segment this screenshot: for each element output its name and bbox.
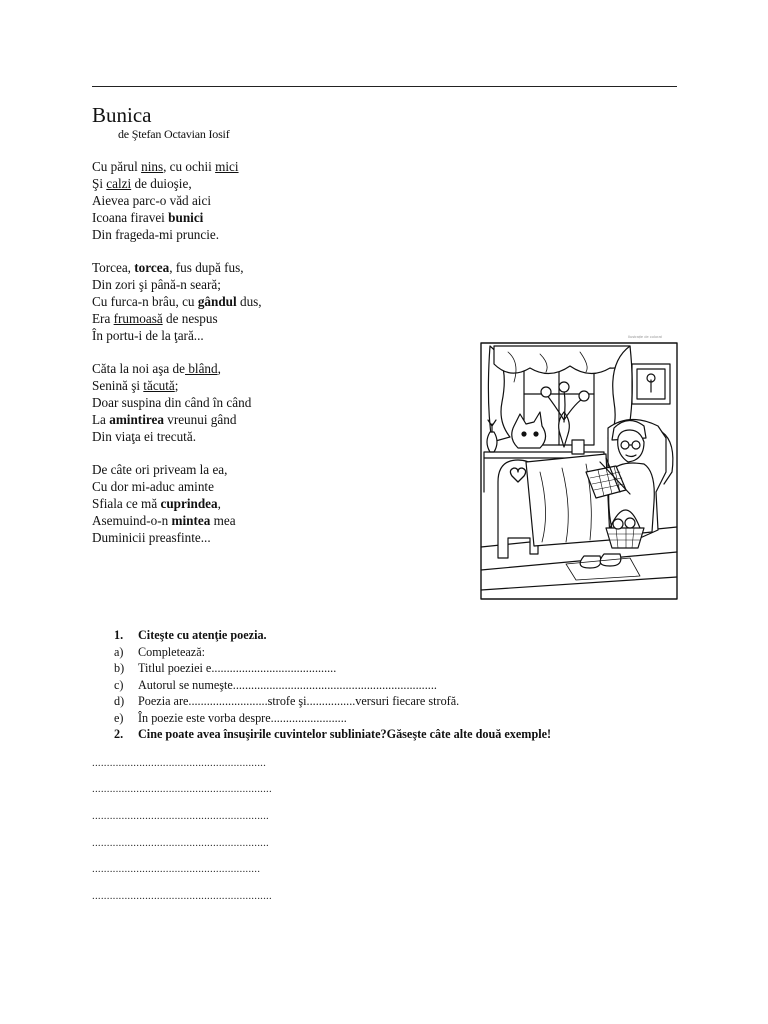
stanza: [92, 360, 452, 445]
top-rule: [92, 86, 677, 87]
poem-text: În portu-i de la ţară...: [92, 328, 204, 343]
poem-text: ;: [174, 378, 179, 393]
underlined-word: frumoasă: [113, 311, 163, 326]
poem-line: [92, 512, 452, 529]
stanza: [92, 158, 452, 243]
poem-text: mea: [210, 513, 236, 528]
poem-text: Sfiala ce mă: [92, 496, 161, 511]
answer-line: ...........................................................: [92, 757, 267, 769]
poem-body: [92, 158, 452, 562]
underlined-word: tăcută: [143, 378, 175, 393]
poem-text: Din zori şi până-n seară;: [92, 277, 221, 292]
poem-line: [92, 158, 452, 175]
poem-line: [92, 428, 452, 445]
poem-line: [92, 377, 452, 394]
poem-text: De câte ori priveam la ea,: [92, 462, 228, 477]
bold-word: torcea: [134, 260, 170, 275]
exercise-text: Poezia are..........................strofe şi................versuri fiecare strofă.: [138, 694, 460, 708]
poem-text: Senină şi: [92, 378, 144, 393]
poem-text: , fus după fus,: [169, 260, 244, 275]
poem-line: [92, 394, 452, 411]
exercise-number: 1.: [114, 628, 124, 642]
grandmother-knitting-illustration: [480, 342, 678, 600]
poem-text: ,: [217, 496, 221, 511]
poem-line: [92, 192, 452, 209]
poem-text: Era: [92, 311, 114, 326]
poem-text: Asemuind-o-n: [92, 513, 172, 528]
exercise-number: d): [114, 694, 125, 708]
poem-line: [92, 411, 452, 428]
poem-author: de Ştefan Octavian Iosif: [118, 127, 230, 141]
underlined-word: calzi: [106, 176, 132, 191]
poem-text: Aievea parc-o văd aici: [92, 193, 211, 208]
poem-text: , cu ochii: [163, 159, 216, 174]
poem-line: [92, 310, 452, 327]
bold-word: mintea: [171, 513, 211, 528]
poem-line: [92, 259, 452, 276]
poem-text: Cu părul: [92, 159, 142, 174]
poem-line: [92, 461, 452, 478]
bold-word: bunici: [168, 210, 204, 225]
poem-line: [92, 293, 452, 310]
poem-text: de nespus: [162, 311, 218, 326]
bold-word: amintirea: [109, 412, 164, 427]
poem-text: Doar suspina din când în când: [92, 395, 252, 410]
answer-line: .........................................................: [92, 863, 261, 875]
poem-line: [92, 226, 452, 243]
poem-text: La: [92, 412, 110, 427]
poem-line: [92, 360, 452, 377]
exercise-text: Autorul se numeşte...................................................................: [138, 677, 437, 692]
poem-line: [92, 327, 452, 344]
poem-line: [92, 276, 452, 293]
poem-text: de duioşie,: [131, 176, 192, 191]
exercise-number: c): [114, 677, 124, 692]
poem-text: vreunui gând: [163, 412, 237, 427]
underlined-word: mici: [215, 159, 239, 174]
poem-text: Cu dor mi-aduc aminte: [92, 479, 214, 494]
poem-text: Icoana firavei: [92, 210, 169, 225]
bold-word: cuprindea: [160, 496, 218, 511]
poem-text: dus,: [236, 294, 262, 309]
stanza: [92, 259, 452, 344]
exercise-number: a): [114, 644, 124, 659]
exercise-text: Cine poate avea însuşirile cuvintelor subliniate?Găseşte câte alte două exemple!: [138, 727, 552, 741]
underlined-word: blând: [185, 361, 218, 376]
exercise-text: Titlul poeziei e.........................................: [138, 661, 337, 675]
exercise-text: În poezie este vorba despre.........................: [138, 710, 347, 725]
poem-text: Duminicii preasfinte...: [92, 530, 211, 545]
illustration-tag: Ilustrație de colorat: [628, 334, 662, 339]
answer-line: ............................................................: [92, 837, 269, 849]
poem-text: Cu furca-n brâu, cu: [92, 294, 198, 309]
exercise-text: Completează:: [138, 644, 206, 659]
exercise-number: b): [114, 661, 125, 675]
answer-line: ............................................................: [92, 810, 269, 822]
underlined-word: nins: [141, 159, 164, 174]
poem-title: Bunica: [92, 103, 152, 127]
poem-line: [92, 529, 452, 546]
answer-line: .............................................................: [92, 890, 272, 902]
answer-line: .............................................................: [92, 783, 272, 795]
poem-text: ,: [217, 361, 221, 376]
exercise-text: Citeşte cu atenţie poezia.: [138, 628, 267, 642]
poem-line: [92, 495, 452, 512]
poem-text: Torcea,: [92, 260, 135, 275]
stanza: [92, 461, 452, 546]
poem-text: Şi: [92, 176, 107, 191]
poem-line: [92, 175, 452, 192]
poem-line: [92, 478, 452, 495]
poem-text: Căta la noi aşa de: [92, 361, 186, 376]
bold-word: gândul: [197, 294, 237, 309]
exercise-number: e): [114, 710, 124, 725]
poem-text: Din viaţa ei trecută.: [92, 429, 196, 444]
exercise-number: 2.: [114, 727, 124, 741]
poem-line: [92, 209, 452, 226]
poem-text: Din frageda-mi pruncie.: [92, 227, 220, 242]
